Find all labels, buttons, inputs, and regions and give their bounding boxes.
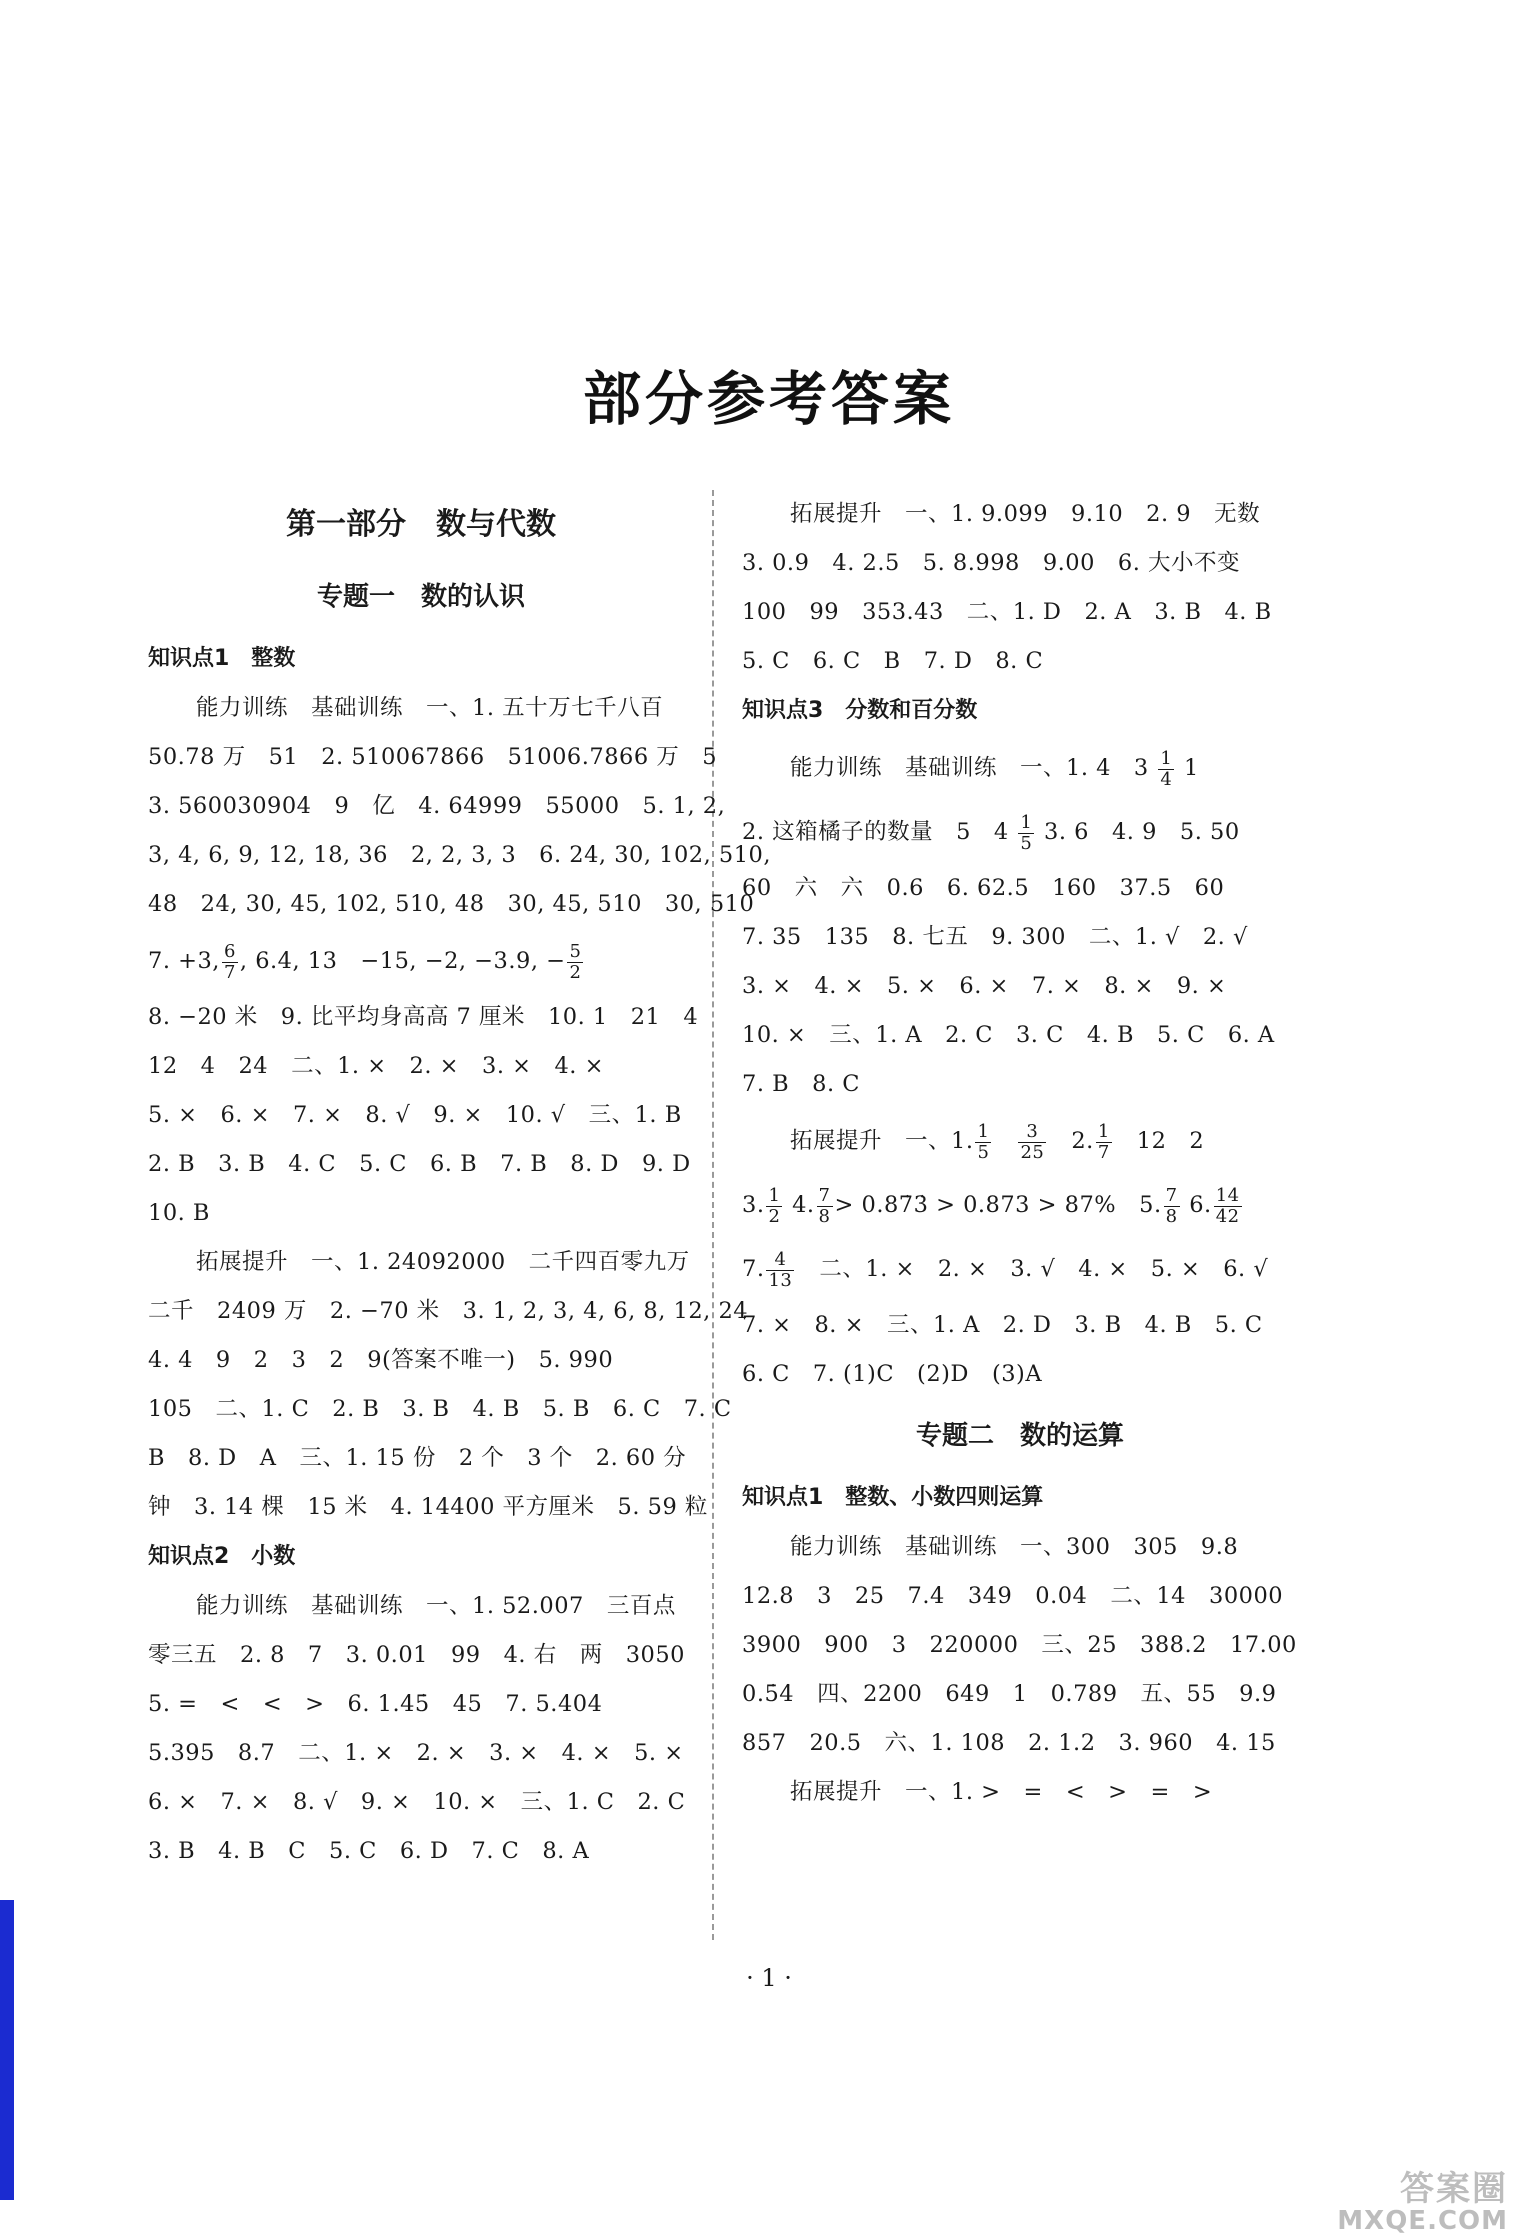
answer-line: 拓展提升 一、1. 9.099 9.10 2. 9 无数 [790,501,1261,527]
answer-line: 能力训练 基础训练 一、300 305 9.8 [790,1534,1239,1560]
part-heading: 第一部分 数与代数 [286,507,556,542]
answer-line: 7. × 8. × 三、1. A 2. D 3. B 4. B 5. C [742,1312,1263,1338]
answer-line: 3900 900 3 220000 三、25 388.2 17.00 [742,1632,1297,1658]
answer-line-with-fractions [742,736,1298,800]
fraction-numerator: 1 [977,1120,990,1142]
answer-line: 60 六 六 0.6 6. 62.5 160 37.5 60 [742,875,1225,901]
fraction [1018,813,1034,854]
answer-line: 100 99 353.43 二、1. D 2. A 3. B 4. B [742,599,1272,625]
answer-line-with-fractions [742,1237,1298,1301]
fraction-numerator: 4 [766,1250,794,1271]
fraction-numerator: 7 [818,1184,831,1206]
answer-line-with-fractions [148,929,694,993]
answer-line: 8. −20 米 9. 比平均身高高 7 厘米 10. 1 21 4 [148,1004,699,1030]
scan-edge-strip [0,1900,14,2200]
answer-line: 6. C 7. (1)C (2)D (3)A [742,1361,1043,1387]
fraction [1214,1186,1242,1227]
watermark-logo [1337,2169,1508,2236]
fraction-numerator: 1 [1020,811,1033,833]
fraction-denominator: 2 [569,961,582,983]
fraction-denominator: 25 [1020,1141,1045,1163]
knowledge-point-heading: 知识点2 小数 [148,1544,296,1569]
fraction-denominator: 13 [768,1269,793,1291]
fraction-numerator: 3 [1018,1122,1046,1143]
topic-heading: 专题一 数的认识 [316,582,525,612]
fraction [1018,1122,1046,1163]
answer-line: 7. B 8. C [742,1071,860,1097]
fraction-numerator: 1 [1160,747,1173,769]
fraction-denominator: 5 [1020,832,1033,854]
answer-line: 12 4 24 二、1. × 2. × 3. × 4. × [148,1053,604,1079]
answer-line: 5. C 6. C B 7. D 8. C [742,648,1044,674]
answer-line: 5. × 6. × 7. × 8. √ 9. × 10. √ 三、1. B [148,1102,682,1128]
answer-line-with-fractions [742,800,1298,864]
fraction-denominator: 42 [1215,1205,1240,1227]
answer-text: 12 2 [1136,1128,1205,1154]
fraction [1158,749,1174,790]
answer-text: 拓展提升 一、1. [790,1128,974,1154]
answer-text: 1 [1184,755,1199,781]
answer-text: 6. [1189,1192,1212,1218]
fraction [766,1186,782,1227]
answer-line-with-fractions [742,1173,1298,1237]
answer-line: 48 24, 30, 45, 102, 510, 48 30, 45, 510 30, 510 [148,891,755,917]
column-divider [712,490,714,1940]
answer-line: 10. × 三、1. A 2. C 3. C 4. B 5. C 6. A [742,1022,1275,1048]
left-column [148,490,771,1876]
answer-text: 7. +3, [148,948,220,974]
fraction-numerator: 6 [223,940,236,962]
fraction-numerator: 1 [1097,1120,1110,1142]
answer-line: 拓展提升 一、1. 24092000 二千四百零九万 [196,1249,690,1275]
answer-line-with-fractions [742,1109,1298,1173]
fraction-denominator: 8 [1165,1205,1178,1227]
watermark-text: 答案圈 [1400,2169,1508,2209]
fraction [975,1122,991,1163]
fraction [766,1250,794,1291]
fraction [567,942,583,983]
fraction-denominator: 8 [818,1205,831,1227]
page-title: 部分参考答案 [582,365,955,433]
answer-line: 二千 2409 万 2. −70 米 3. 1, 2, 3, 4, 6, 8, 12, 24 [148,1298,749,1324]
answer-text: 7. [742,1256,765,1282]
answer-line: 4. 4 9 2 3 2 9(答案不唯一) 5. 990 [148,1347,614,1373]
answer-line: 能力训练 基础训练 一、1. 五十万七千八百 [196,695,664,721]
answer-line: 5. = < < > 6. 1.45̇ 45 7. 5.404 [148,1691,603,1717]
fraction-denominator: 7 [1097,1141,1110,1163]
answer-line: 857 20.5 六、1. 108 2. 1.2 3. 960 4. 15 [742,1730,1276,1756]
knowledge-point-heading: 知识点1 整数 [148,646,296,671]
answer-line: 105 二、1. C 2. B 3. B 4. B 5. B 6. C 7. C [148,1396,732,1422]
answer-text: 3. 6 4. 9 5. 50 [1044,819,1240,845]
answer-text: 4. [792,1192,815,1218]
fraction [817,1186,833,1227]
answer-line: 3. B 4. B C 5. C 6. D 7. C 8. A [148,1838,590,1864]
answer-text: 能力训练 基础训练 一、1. 4 3 [790,755,1149,781]
fraction-denominator: 4 [1160,768,1173,790]
answer-line: 能力训练 基础训练 一、1. 52.007 三百点 [196,1593,676,1619]
answer-text: > 0.87̇3̇ > 0.873 > 87% 5. [834,1192,1162,1218]
answer-text: 3. [742,1192,765,1218]
answer-text: , 6.4, 13 −15, −2, −3.9, − [239,948,566,974]
answer-line: 拓展提升 一、1. > = < > = > [790,1779,1213,1805]
answer-text: 2. 这箱橘子的数量 5 4 [742,819,1009,845]
watermark-url: MXQE.COM [1337,2205,1508,2236]
answer-line: 10. B [148,1200,210,1226]
answer-line: 6. × 7. × 8. √ 9. × 10. × 三、1. C 2. C [148,1789,686,1815]
answer-line: 50.78 万 51 2. 510067866 51006.7866 万 5 [148,744,718,770]
answer-line: 钟 3. 14 棵 15 米 4. 14400 平方厘米 5. 59 粒 [148,1494,708,1520]
fraction [222,942,238,983]
answer-line: 3. × 4. × 5. × 6. × 7. × 8. × 9. × [742,973,1227,999]
fraction-numerator: 5 [569,940,582,962]
fraction-numerator: 7 [1165,1184,1178,1206]
answer-line: 2. B 3. B 4. C 5. C 6. B 7. B 8. D 9. D [148,1151,691,1177]
answer-line: 3, 4, 6, 9, 12, 18, 36 2, 2, 3, 3 6. 24, 30, 102, 510, [148,842,771,868]
knowledge-point-heading: 知识点3 分数和百分数 [742,698,978,723]
fraction-numerator: 1 [768,1184,781,1206]
answer-line: 5.395 8.7 二、1. × 2. × 3. × 4. × 5. × [148,1740,684,1766]
answer-line: B 8. D A 三、1. 15 份 2 个 3 个 2. 60 分 [148,1445,687,1471]
answer-text: 二、1. × 2. × 3. √ 4. × 5. × 6. √ [819,1256,1269,1282]
answer-line: 零三五 2. 8 7 3. 0.01 99 4. 右 两 3050 [148,1642,685,1668]
answer-text: 2. [1071,1128,1094,1154]
right-column [742,490,1298,1817]
answer-line: 12.8 3 25 7.4 349 0.04 二、14 30000 [742,1583,1284,1609]
fraction-denominator: 7 [223,961,236,983]
answer-line: 0.5̇4̇ 四、2200 649 1 0.789 五、55 9.9 [742,1681,1277,1707]
topic-heading: 专题二 数的运算 [915,1421,1124,1451]
fraction-denominator: 5 [977,1141,990,1163]
fraction-denominator: 2 [768,1205,781,1227]
answer-line: 3. 0.9 4. 2.5 5. 8.998 9.00 6. 大小不变 [742,550,1241,576]
fraction-numerator: 14 [1215,1184,1240,1206]
knowledge-point-heading: 知识点1 整数、小数四则运算 [742,1485,1044,1510]
fraction [1164,1186,1180,1227]
answer-line: 3. 560030904 9 亿 4. 64999 55000 5. 1, 2, [148,793,726,819]
answer-line: 7. 35 135 8. 七五 9. 300 二、1. √ 2. √ [742,924,1248,950]
fraction [1096,1122,1112,1163]
page-number: · 1 · [746,1964,792,1992]
